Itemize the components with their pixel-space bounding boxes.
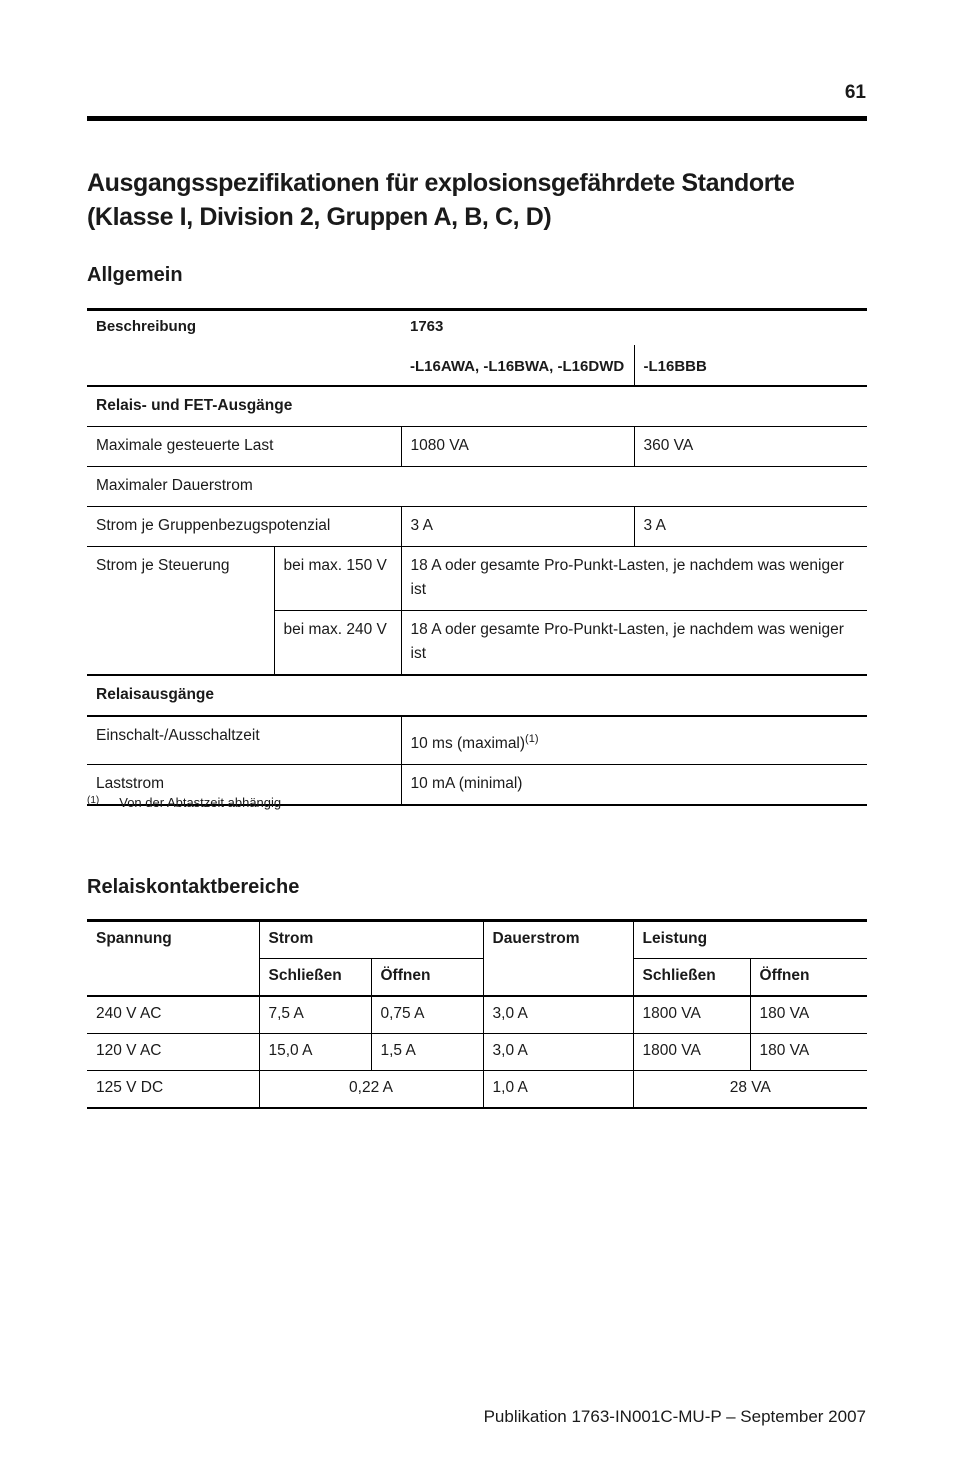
row-label: Einschalt-/Ausschaltzeit: [87, 716, 401, 765]
cell-leistung-oeffnen: 180 VA: [750, 1034, 867, 1071]
section-relais-fet: Relais- und FET-Ausgänge: [87, 386, 867, 427]
header-col-l16awa: -L16AWA, -L16BWA, -L16DWD: [401, 345, 634, 386]
section-heading-allgemein: Allgemein: [87, 264, 183, 286]
page-title: [87, 166, 867, 234]
header-dauerstrom: Dauerstrom: [483, 921, 633, 997]
cell-dauerstrom: 1,0 A: [483, 1071, 633, 1109]
row-sublabel: bei max. 240 V: [274, 611, 401, 676]
header-strom: Strom: [259, 921, 483, 959]
table-row: [87, 427, 867, 467]
header-leistung: Leistung: [633, 921, 867, 959]
cell-leistung-schliessen: 1800 VA: [633, 996, 750, 1034]
row-value: 1080 VA: [401, 427, 634, 467]
row-label: Maximaler Dauerstrom: [87, 467, 867, 507]
cell-dauerstrom: 3,0 A: [483, 1034, 633, 1071]
table-header-row: [87, 921, 867, 959]
cell-strom-schliessen: 15,0 A: [259, 1034, 371, 1071]
header-rule: [87, 116, 867, 121]
header-leistung-oeffnen: Öffnen: [750, 959, 867, 997]
table-row: [87, 996, 867, 1034]
section-row: [87, 386, 867, 427]
cell-spannung: 120 V AC: [87, 1034, 259, 1071]
table-row: [87, 1071, 867, 1109]
header-spannung: Spannung: [87, 921, 259, 997]
row-value: 360 VA: [634, 427, 867, 467]
header-strom-oeffnen: Öffnen: [371, 959, 483, 997]
row-value: 18 A oder gesamte Pro-Punkt-Lasten, je nachdem was weniger ist: [401, 547, 867, 611]
footnote: [87, 795, 281, 810]
row-value: 3 A: [634, 507, 867, 547]
row-value: 18 A oder gesamte Pro-Punkt-Lasten, je nachdem was weniger ist: [401, 611, 867, 676]
cell-strom-schliessen: 7,5 A: [259, 996, 371, 1034]
header-beschreibung: Beschreibung: [87, 310, 401, 387]
table-row: [87, 507, 867, 547]
header-leistung-schliessen: Schließen: [633, 959, 750, 997]
table-row: [87, 716, 867, 765]
relais-contact-table: [87, 919, 867, 1109]
cell-leistung-schliessen: 1800 VA: [633, 1034, 750, 1071]
cell-spannung: 240 V AC: [87, 996, 259, 1034]
page-title-line-2: (Klasse I, Division 2, Gruppen A, B, C, D): [87, 203, 552, 231]
row-label: Maximale gesteuerte Last: [87, 427, 401, 467]
header-strom-schliessen: Schließen: [259, 959, 371, 997]
header-model: 1763: [410, 318, 444, 335]
cell-leistung: 28 VA: [633, 1071, 867, 1109]
footnote-reference: (1): [525, 733, 539, 745]
cell-leistung-oeffnen: 180 VA: [750, 996, 867, 1034]
page-title-line-1: Ausgangsspezifikationen für explosionsgefährdete Standorte: [87, 169, 795, 197]
schaltzeit-value: 10 ms (maximal): [410, 735, 526, 753]
cell-dauerstrom: 3,0 A: [483, 996, 633, 1034]
page-number: 61: [844, 82, 866, 103]
table-row: [87, 547, 867, 611]
footnote-mark: (1): [87, 795, 100, 806]
cell-spannung: 125 V DC: [96, 1079, 164, 1096]
row-label: Laststrom: [96, 775, 165, 793]
cell-strom-oeffnen: 0,75 A: [371, 996, 483, 1034]
row-label: Strom je Steuerung: [87, 547, 274, 676]
footnote-text: Von der Abtastzeit abhängig: [119, 795, 282, 810]
allgemein-spec-table: [87, 308, 867, 806]
cell-strom-oeffnen: 1,5 A: [371, 1034, 483, 1071]
table-header-row: [87, 310, 867, 346]
section-relaisausgaenge: Relaisausgänge: [87, 675, 867, 716]
row-sublabel: bei max. 150 V: [274, 547, 401, 611]
row-value: [401, 716, 867, 765]
row-label: Strom je Gruppenbezugspotenzial: [87, 507, 401, 547]
table-row: [87, 1034, 867, 1071]
row-value: 10 mA (minimal): [401, 765, 867, 806]
table-row: [87, 467, 867, 507]
row-value: 3 A: [401, 507, 634, 547]
cell-strom: 0,22 A: [259, 1071, 483, 1109]
section-row: [87, 675, 867, 716]
publication-footer: Publikation 1763-IN001C-MU-P – September 2007: [483, 1407, 866, 1426]
section-heading-relaiskontaktbereiche: Relaiskontaktbereiche: [87, 876, 300, 898]
header-col-l16bbb: -L16BBB: [634, 345, 867, 386]
